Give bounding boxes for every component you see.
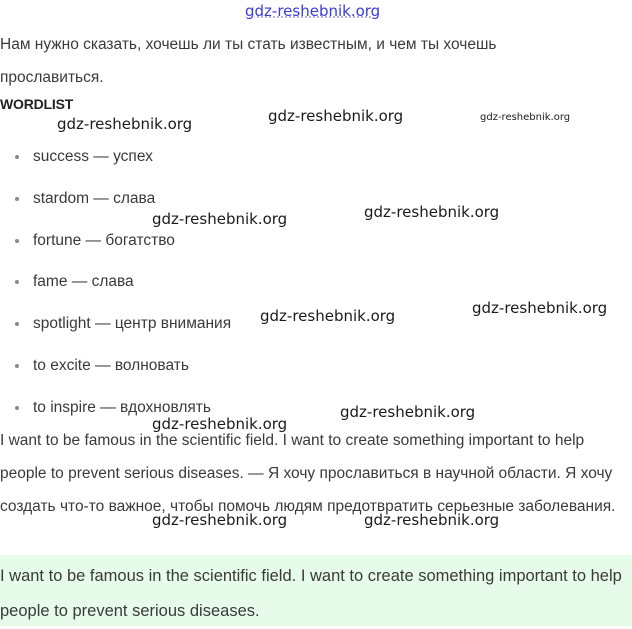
watermark: gdz-reshebnik.org <box>364 203 500 221</box>
watermark: gdz-reshebnik.org <box>472 299 608 317</box>
watermark: gdz-reshebnik.org <box>480 112 571 123</box>
wordlist-item: success — успех <box>14 142 231 184</box>
wordlist-item: fortune — богатство <box>14 226 231 268</box>
wordlist-item: fame — слава <box>14 267 231 309</box>
wordlist-item: to excite — волновать <box>14 351 231 393</box>
watermark: gdz-reshebnik.org <box>152 415 288 433</box>
watermark: gdz-reshebnik.org <box>268 107 404 125</box>
wordlist-item: spotlight — центр внимания <box>14 309 231 351</box>
watermark: gdz-reshebnik.org <box>57 115 193 133</box>
highlighted-answer-text: I want to be famous in the scientific field. I want to create something important to help people to prevent serious diseases. <box>0 567 622 620</box>
watermark: gdz-reshebnik.org <box>152 511 288 529</box>
watermark: gdz-reshebnik.org <box>152 210 288 228</box>
watermark: gdz-reshebnik.org <box>340 403 476 421</box>
intro-text: Нам нужно сказать, хочешь ли ты стать известным, и чем ты хочешь прославиться. <box>0 36 497 86</box>
watermark-top: gdz-reshebnik.org <box>245 2 381 20</box>
wordlist <box>14 142 231 435</box>
watermark: gdz-reshebnik.org <box>364 511 500 529</box>
wordlist-item: stardom — слава <box>14 184 231 226</box>
wordlist-title: WORDLIST <box>0 96 74 112</box>
wordlist-item: to inspire — вдохновлять <box>14 393 231 435</box>
highlighted-answer <box>0 555 632 626</box>
answer-text: I want to be famous in the scientific field. I want to create something important to help people to prevent serious diseases. — Я хочу прославиться в научной области. Я хочу создать что-то важное, чтобы помочь людям предотвратить серьезные заболевания. <box>0 432 616 515</box>
watermark: gdz-reshebnik.org <box>260 307 396 325</box>
